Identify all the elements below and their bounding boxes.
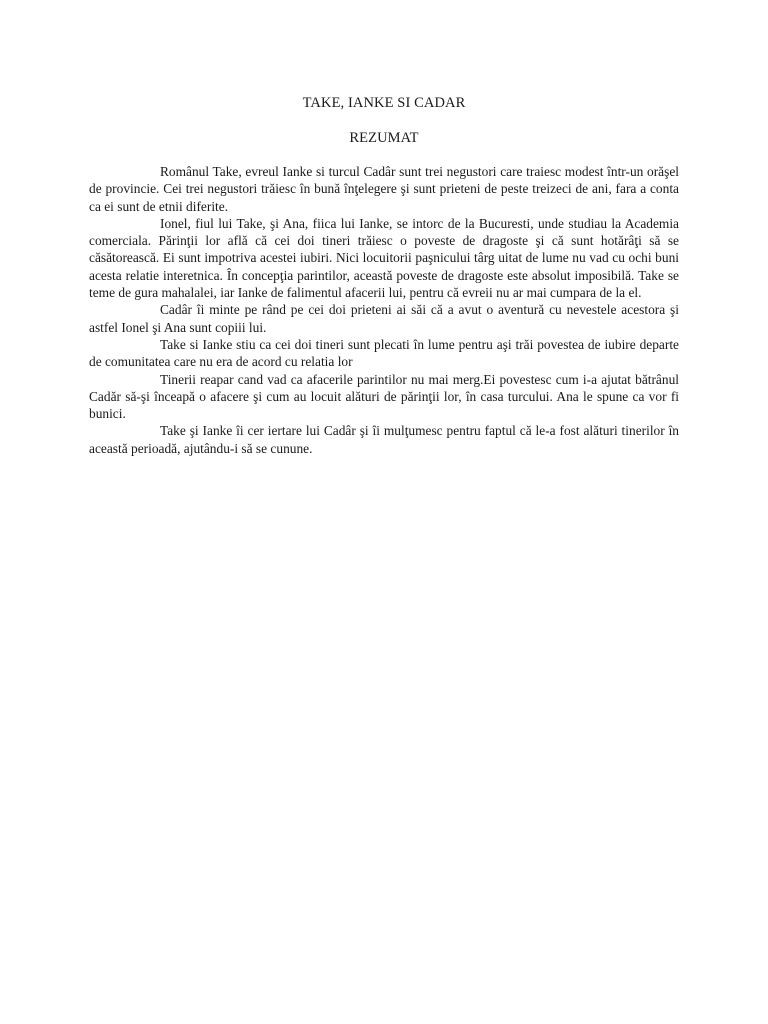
paragraph-2: Ionel, fiul lui Take, şi Ana, fiica lui Ianke, se intorc de la Bucuresti, unde studiau la Academia comerciala. Părinţii lor află că cei doi tineri trăiesc o poveste de dragoste şi că sunt hotărâţi să se căsătorească. Ei sunt impotriva acestei iubiri. Nici locuitorii paşnicului târg uitat de lume nu vad cu ochi buni acesta relatie interetnica. În concepţia parintilor, această poveste de dragoste este absolut imposibilă. Take se teme de gura mahalalei, iar Ianke de falimentul afacerii lui, pentru că evreii nu ar mai cumpara de la el. <box>89 215 679 301</box>
paragraph-6: Take şi Ianke îi cer iertare lui Cadâr şi îi mulţumesc pentru faptul că le-a fost alături tinerilor în această perioadă, ajutându-i să se cunune. <box>89 423 679 456</box>
document-subtitle: REZUMAT <box>349 130 419 146</box>
paragraph-1: Românul Take, evreul Ianke si turcul Cadâr sunt trei negustori care traiesc modest într-un orăşel de provincie. Cei trei negustori trăiesc în bună înţelegere şi sunt prieteni de peste treizeci de ani, fara a conta ca ei sunt de etnii diferite. <box>89 164 679 214</box>
paragraph-4: Take si Ianke stiu ca cei doi tineri sunt plecati în lume pentru aşi trăi povestea de iubire departe de comunitatea care nu era de acord cu relatia lor <box>89 336 679 370</box>
paragraph-5: Tinerii reapar cand vad ca afacerile parintilor nu mai merg.Ei povestesc cum i-a ajutat bătrânul Cadăr să-şi înceapă o afacere şi cum au locuit alături de părinţii lor, în casa turcului. Ana le spune ca vor fi bunici. <box>89 371 679 422</box>
paragraph-3: Cadâr îi minte pe rând pe cei doi prieteni ai săi că a avut o aventură cu nevestele acestora şi astfel Ionel şi Ana sunt copiii lui. <box>89 302 679 335</box>
document-body <box>89 163 679 457</box>
document-title: TAKE, IANKE SI CADAR <box>302 95 466 111</box>
